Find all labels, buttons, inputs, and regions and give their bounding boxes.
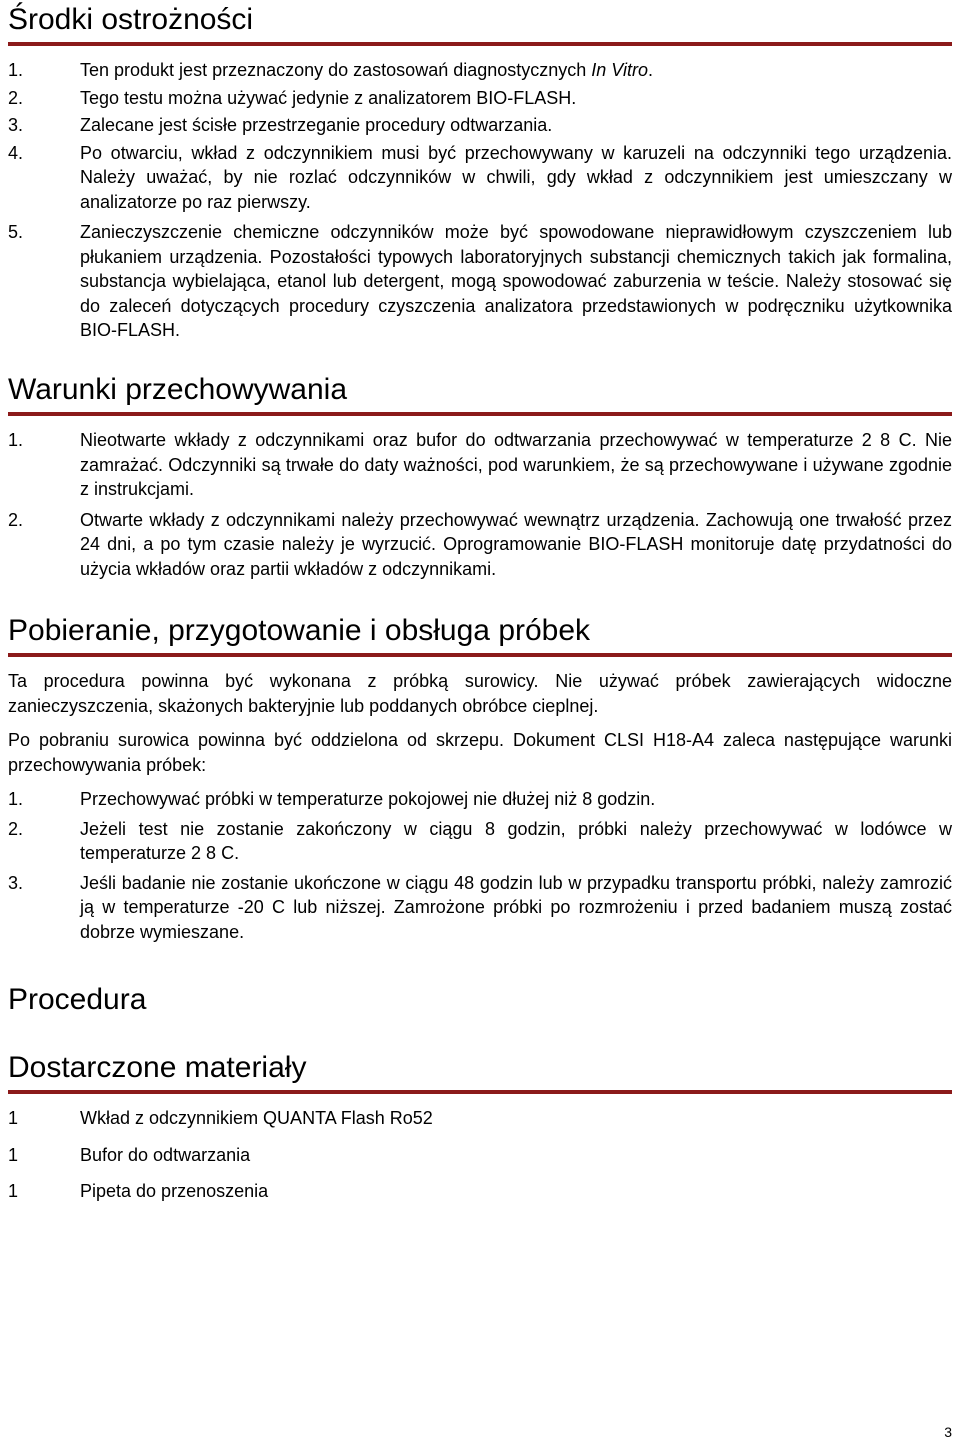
item-number: 1. <box>8 789 24 809</box>
item-text: Tego testu można używać jedynie z analizatorem BIO-FLASH. <box>80 87 577 108</box>
list-item <box>8 787 952 812</box>
collection-list <box>8 787 952 944</box>
list-item <box>8 113 952 138</box>
storage-list <box>8 428 952 581</box>
materials-list <box>8 1106 952 1204</box>
list-item <box>8 1106 952 1131</box>
item-number: 3. <box>8 872 24 893</box>
item-quantity: 1 <box>8 1144 19 1165</box>
item-quantity: 1 <box>8 1108 19 1128</box>
item-text: Jeżeli test nie zostanie zakończony w ciągu 8 godzin, próbki należy przechowywać w lodówce w temperaturze 2 8 C. <box>80 818 952 863</box>
item-number: 2. <box>8 509 24 530</box>
list-item <box>8 428 952 502</box>
heading-storage: Warunki przechowywania <box>8 373 348 406</box>
item-text: Zanieczyszczenie chemiczne odczynników może być spowodowane nieprawidłowym czyszczeniem lub płukaniem urządzenia. Pozostałości typowych laboratoryjnych substancji chemicznych takich jak formalina, substancja wybielająca, etanol lub detergent, mogą spowodować zaburzenia w teście. Należy stosować się do zaleceń dotyczących procedury czyszczenia analizatora przedstawionych w podręczniku użytkownika BIO-FLASH. <box>80 222 952 340</box>
section-storage <box>8 372 952 581</box>
item-number: 4. <box>8 142 24 163</box>
section-collection <box>8 613 952 944</box>
emphasis-text: In Vitro <box>591 60 648 80</box>
heading-rule <box>8 412 952 416</box>
item-text: Nieotwarte wkłady z odczynnikami oraz bufor do odtwarzania przechowywać w temperaturze 2 8 C. Nie zamrażać. Odczynniki są trwałe do daty ważności, pod warunkiem, że są przechowywane i używane zgodnie z instrukcjami. <box>80 430 952 499</box>
item-number: 2. <box>8 87 24 108</box>
item-text: Ten produkt jest przeznaczony do zastosowań diagnostycznych In Vitro. <box>80 60 654 80</box>
heading-procedure: Procedura <box>8 983 147 1016</box>
paragraph: Ta procedura powinna być wykonana z próbką surowicy. Nie używać próbek zawierających widoczne zanieczyszczenia, skażonych bakteryjnie lub poddanych obróbce cieplnej. <box>8 671 952 716</box>
paragraph: Po pobraniu surowica powinna być oddzielona od skrzepu. Dokument CLSI H18-A4 zaleca następujące warunki przechowywania próbek: <box>8 730 952 775</box>
heading-precautions: Środki ostrożności <box>8 3 254 36</box>
item-text: Pipeta do przenoszenia <box>80 1181 269 1201</box>
list-item <box>8 817 952 866</box>
section-precautions <box>8 2 952 343</box>
list-item <box>8 871 952 945</box>
list-item <box>8 1179 952 1204</box>
list-item <box>8 141 952 215</box>
item-number: 1. <box>8 430 24 450</box>
list-item <box>8 508 952 582</box>
precautions-list <box>8 58 952 343</box>
item-number: 1. <box>8 60 24 80</box>
section-materials <box>8 1050 952 1204</box>
item-text: Bufor do odtwarzania <box>80 1144 251 1165</box>
heading-rule <box>8 653 952 657</box>
item-text: Zalecane jest ścisłe przestrzeganie procedury odtwarzania. <box>80 115 553 135</box>
list-item <box>8 58 952 83</box>
item-text: Wkład z odczynnikiem QUANTA Flash Ro52 <box>80 1108 433 1128</box>
item-quantity: 1 <box>8 1181 19 1201</box>
section-procedure <box>8 982 952 1018</box>
heading-rule <box>8 1090 952 1094</box>
heading-collection: Pobieranie, przygotowanie i obsługa próbek <box>8 614 591 647</box>
heading-rule <box>8 42 952 46</box>
item-number: 5. <box>8 222 24 242</box>
list-item <box>8 86 952 111</box>
item-number: 2. <box>8 818 24 839</box>
item-text: Przechowywać próbki w temperaturze pokojowej nie dłużej niż 8 godzin. <box>80 789 656 809</box>
item-text: Po otwarciu, wkład z odczynnikiem musi być przechowywany w karuzeli na odczynniki tego urządzenia. Należy uważać, by nie rozlać odczynników w chwili, gdy wkład z odczynnikiem jest umieszczany w analizatorze po raz pierwszy. <box>80 142 952 212</box>
item-text: Otwarte wkłady z odczynnikami należy przechowywać wewnątrz urządzenia. Zachowują one trwałość przez 24 dni, a po tym czasie należy je wyrzucić. Oprogramowanie BIO-FLASH monitoruje datę przydatności do użycia wkładów oraz partii wkładów z odczynnikami. <box>80 509 952 579</box>
list-item <box>8 220 952 343</box>
list-item <box>8 1143 952 1168</box>
item-text: Jeśli badanie nie zostanie ukończone w ciągu 48 godzin lub w przypadku transportu próbki, należy zamrozić ją w temperaturze -20 C lub niższej. Zamrożone próbki po rozmrożeniu i przed badaniem muszą zostać dobrze wymieszane. <box>80 872 952 942</box>
page-number: 3 <box>944 1424 952 1440</box>
item-number: 3. <box>8 115 24 135</box>
heading-materials: Dostarczone materiały <box>8 1051 307 1084</box>
